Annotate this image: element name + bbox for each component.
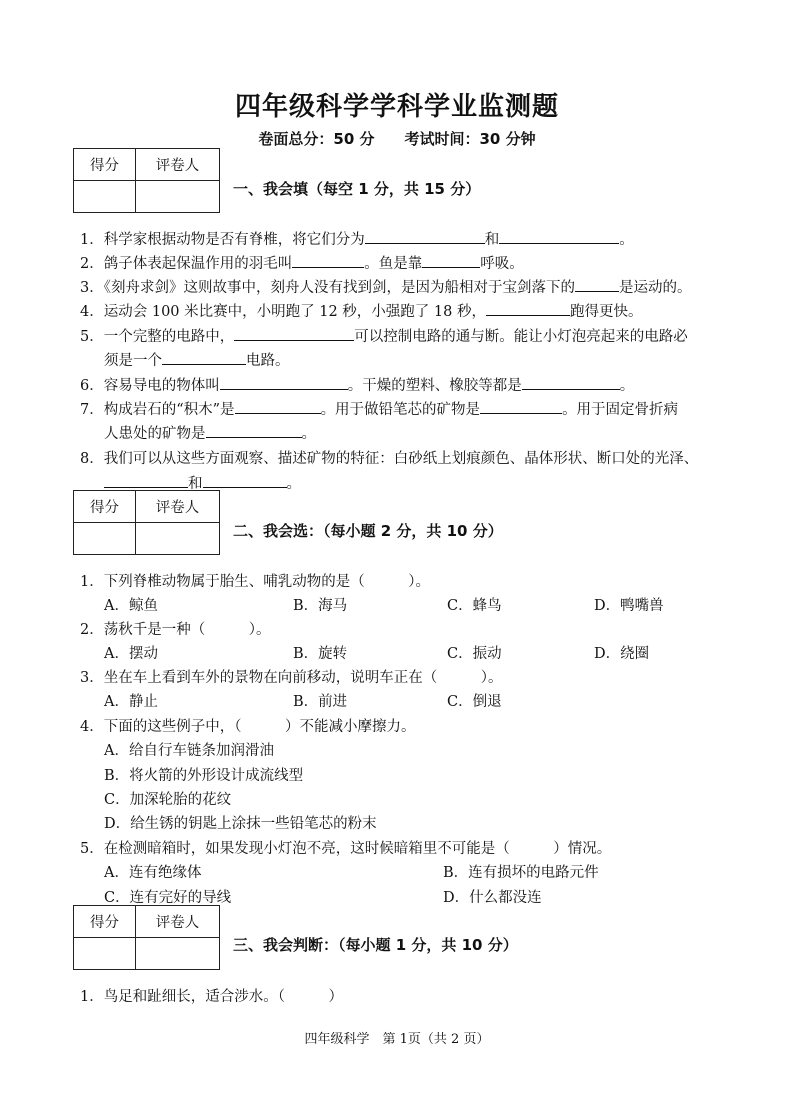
answer-blank[interactable] xyxy=(365,230,485,244)
choice-question: 2．荡秋千是一种（ ）。 xyxy=(80,622,271,638)
choice-question: 3．坐在车上看到车外的景物在向前移动，说明车正在（ ）。 xyxy=(80,670,503,686)
score-box xyxy=(73,490,220,555)
judge-question: 1．鸟足和趾细长，适合涉水。（ ） xyxy=(80,989,343,1005)
grader-label: 评卷人 xyxy=(136,149,220,181)
choice-option[interactable]: D．鸭嘴兽 xyxy=(594,598,664,614)
answer-blank[interactable] xyxy=(422,254,480,268)
choice-option[interactable]: A．静止 xyxy=(104,694,158,710)
choice-option[interactable]: D．绕圈 xyxy=(594,646,650,662)
score-label: 得分 xyxy=(74,491,136,523)
answer-blank[interactable] xyxy=(486,302,570,316)
grader-cell[interactable] xyxy=(136,181,220,213)
choice-option[interactable]: A．鲸鱼 xyxy=(104,598,158,614)
choice-option[interactable]: B．旋转 xyxy=(293,646,348,662)
answer-blank[interactable] xyxy=(575,278,619,292)
choice-question: 5．在检测暗箱时，如果发现小灯泡不亮，这时候暗箱里不可能是（ ）情况。 xyxy=(80,841,612,857)
choice-option[interactable]: C．振动 xyxy=(447,646,502,662)
answer-blank[interactable] xyxy=(522,376,620,390)
choice-question: 4．下面的这些例子中，（ ）不能减小摩擦力。 xyxy=(80,719,416,735)
answer-blank[interactable] xyxy=(292,254,364,268)
grader-label: 评卷人 xyxy=(136,906,220,938)
choice-option[interactable]: C．连有完好的导线 xyxy=(104,890,232,906)
answer-blank[interactable] xyxy=(162,351,246,365)
choice-option[interactable]: B．将火箭的外形设计成流线型 xyxy=(104,768,304,784)
section-title: 二、我会选：（每小题 2 分，共 10 分） xyxy=(233,522,503,540)
score-label: 得分 xyxy=(74,906,136,938)
choice-option[interactable]: C．加深轮胎的花纹 xyxy=(104,792,232,808)
choice-option[interactable]: D．什么都没连 xyxy=(443,890,542,906)
score-cell[interactable] xyxy=(74,523,136,555)
section-title: 三、我会判断：（每小题 1 分，共 10 分） xyxy=(233,936,518,954)
score-cell[interactable] xyxy=(74,938,136,970)
fill-question-cont: 和 。 xyxy=(104,472,301,493)
fill-question: 5．一个完整的电路中， 可以控制电路的通与断。能让小灯泡亮起来的电路必 xyxy=(80,329,688,345)
choice-option[interactable]: B．前进 xyxy=(293,694,348,710)
choice-option[interactable]: C．蜂鸟 xyxy=(447,598,502,614)
choice-option[interactable]: D．给生锈的钥匙上涂抹一些铅笔芯的粉末 xyxy=(104,816,377,832)
fill-question-cont: 须是一个 电路。 xyxy=(104,353,290,369)
score-box xyxy=(73,148,220,213)
section-title: 一、我会填（每空 1 分，共 15 分） xyxy=(233,180,481,198)
fill-question: 8．我们可以从这些方面观察、描述矿物的特征：白砂纸上划痕颜色、晶体形状、断口处的光泽、 xyxy=(80,451,699,467)
answer-blank[interactable] xyxy=(499,230,619,244)
fill-question: 3．《刻舟求剑》这则故事中，刻舟人没有找到剑，是因为船相对于宝剑落下的 是运动的。 xyxy=(80,280,692,296)
fill-question: 4．运动会 100 米比赛中，小明跑了 12 秒，小强跑了 18 秒， 跑得更快。 xyxy=(80,304,643,320)
answer-blank[interactable] xyxy=(104,474,188,488)
answer-blank[interactable] xyxy=(206,424,302,438)
choice-option[interactable]: A．连有绝缘体 xyxy=(104,865,202,881)
score-label: 得分 xyxy=(74,149,136,181)
grader-label: 评卷人 xyxy=(136,491,220,523)
fill-question: 2．鸽子体表起保温作用的羽毛叫 。鱼是靠 呼吸。 xyxy=(80,256,524,272)
fill-question: 7．构成岩石的“积木”是 。用于做铅笔芯的矿物是 。用于固定骨折病 xyxy=(80,402,679,418)
choice-question: 1．下列脊椎动物属于胎生、哺乳动物的是（ ）。 xyxy=(80,574,430,590)
choice-option[interactable]: B．海马 xyxy=(293,598,348,614)
choice-option[interactable]: A．摆动 xyxy=(104,646,158,662)
answer-blank[interactable] xyxy=(235,400,321,414)
fill-question-cont: 人患处的矿物是 。 xyxy=(104,426,316,442)
fill-question: 6．容易导电的物体叫 。干燥的塑料、橡胶等都是 。 xyxy=(80,378,635,394)
choice-option[interactable]: C．倒退 xyxy=(447,694,502,710)
exam-info: 卷面总分：50 分 考试时间：30 分钟 xyxy=(258,130,536,148)
score-box xyxy=(73,905,220,970)
page-footer: 四年级科学 第 1页（共 2 页） xyxy=(304,1032,490,1047)
answer-blank[interactable] xyxy=(220,376,348,390)
page-title: 四年级科学学科学业监测题 xyxy=(234,92,559,122)
grader-cell[interactable] xyxy=(136,523,220,555)
answer-blank[interactable] xyxy=(203,474,287,488)
grader-cell[interactable] xyxy=(136,938,220,970)
fill-question: 1．科学家根据动物是否有脊椎，将它们分为 和 。 xyxy=(80,232,634,248)
answer-blank[interactable] xyxy=(234,327,354,341)
choice-option[interactable]: A．给自行车链条加润滑油 xyxy=(104,743,274,759)
answer-blank[interactable] xyxy=(480,400,562,414)
score-cell[interactable] xyxy=(74,181,136,213)
choice-option[interactable]: B．连有损坏的电路元件 xyxy=(443,865,599,881)
